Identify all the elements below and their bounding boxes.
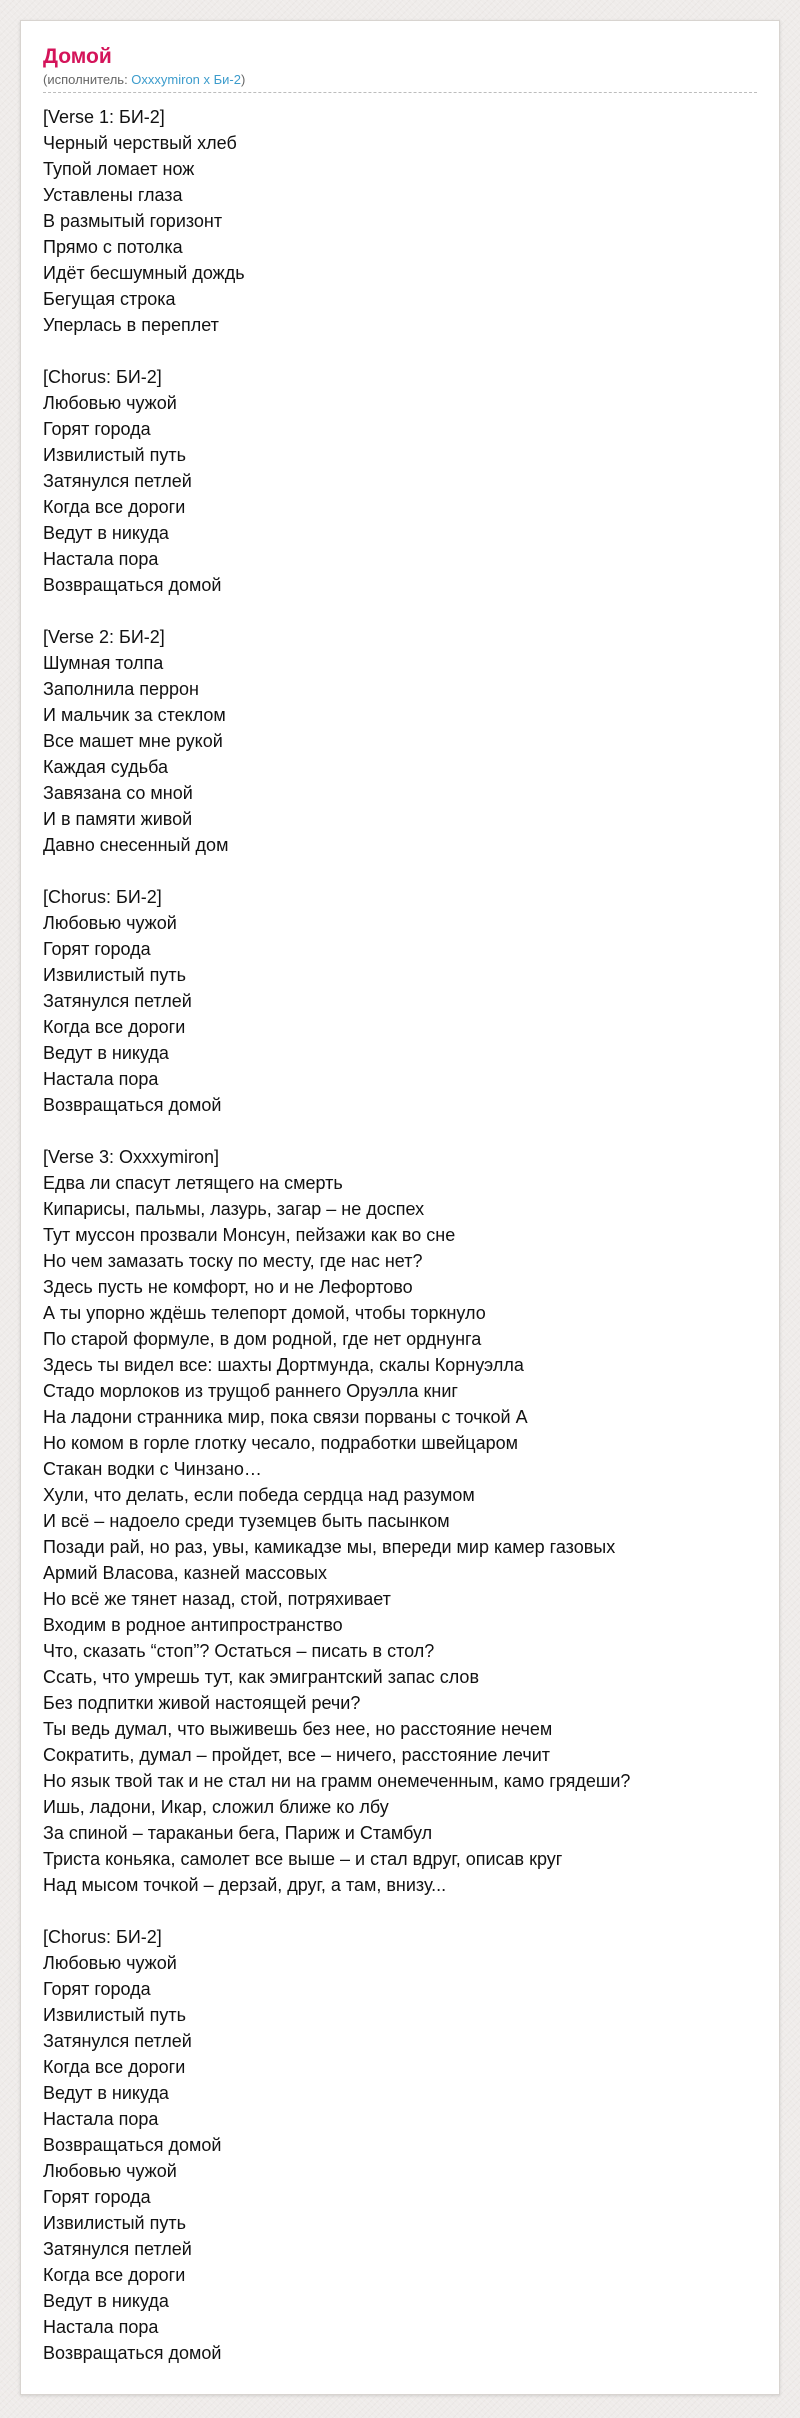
section-header: [Chorus: БИ-2] — [43, 367, 162, 387]
lyric-line: Заполнила перрон — [43, 679, 199, 699]
lyric-line: Когда все дороги — [43, 2265, 186, 2285]
lyric-line: Идёт бесшумный дождь — [43, 263, 245, 283]
lyric-line: В размытый горизонт — [43, 211, 223, 231]
lyric-line: Черный черствый хлеб — [43, 133, 237, 153]
lyric-line: Уперлась в переплет — [43, 315, 219, 335]
lyric-line: Но язык твой так и не стал ни на грамм онемеченным, камо грядеши? — [43, 1771, 631, 1791]
section-header: [Verse 2: БИ-2] — [43, 627, 165, 647]
lyric-line: Горят города — [43, 1979, 151, 1999]
lyric-line: Горят города — [43, 939, 151, 959]
lyric-line: Едва ли спасут летящего на смерть — [43, 1173, 343, 1193]
lyric-line: Затянулся петлей — [43, 2031, 192, 2051]
lyric-line: Когда все дороги — [43, 1017, 186, 1037]
artist-byline — [43, 71, 757, 93]
lyric-line: Шумная толпа — [43, 653, 164, 673]
lyric-line: Когда все дороги — [43, 497, 186, 517]
lyric-line: Извилистый путь — [43, 965, 186, 985]
lyric-line: Затянулся петлей — [43, 991, 192, 1011]
lyric-line: Кипарисы, пальмы, лазурь, загар – не доспех — [43, 1199, 425, 1219]
lyric-line: Входим в родное антипространство — [43, 1615, 343, 1635]
lyric-line: Любовью чужой — [43, 913, 177, 933]
lyric-line: Триста коньяка, самолет все выше – и стал вдруг, описав круг — [43, 1849, 563, 1869]
lyric-line: Затянулся петлей — [43, 471, 192, 491]
lyric-line: Но комом в горле глотку чесало, подработки швейцаром — [43, 1433, 519, 1453]
lyric-line: Затянулся петлей — [43, 2239, 192, 2259]
lyric-line: Армий Власова, казней массовых — [43, 1563, 328, 1583]
lyric-line: И мальчик за стеклом — [43, 705, 226, 725]
lyric-line: Ишь, ладони, Икар, сложил ближе ко лбу — [43, 1797, 389, 1817]
lyric-line: Возвращаться домой — [43, 1095, 222, 1115]
lyric-line: Сократить, думал – пройдет, все – ничего, расстояние лечит — [43, 1745, 550, 1765]
lyric-line: Настала пора — [43, 2317, 159, 2337]
lyric-line: Настала пора — [43, 2109, 159, 2129]
lyric-line: Завязана со мной — [43, 783, 193, 803]
song-title: Домой — [43, 45, 112, 68]
lyric-line: Все машет мне рукой — [43, 731, 223, 751]
lyric-line: Без подпитки живой настоящей речи? — [43, 1693, 361, 1713]
lyric-line: Что, сказать “стоп”? Остаться – писать в стол? — [43, 1641, 435, 1661]
lyric-line: Тут муссон прозвали Монсун, пейзажи как во сне — [43, 1225, 456, 1245]
lyric-line: Горят города — [43, 2187, 151, 2207]
lyric-line: Настала пора — [43, 549, 159, 569]
lyric-line: И всё – надоело среди туземцев быть пасынком — [43, 1511, 450, 1531]
lyric-line: Извилистый путь — [43, 2213, 186, 2233]
lyric-line: Давно снесенный дом — [43, 835, 229, 855]
lyric-line: Уставлены глаза — [43, 185, 183, 205]
lyric-line: Ты ведь думал, что выживешь без нее, но расстояние нечем — [43, 1719, 553, 1739]
lyric-line: Извилистый путь — [43, 445, 186, 465]
lyrics-card — [20, 20, 780, 2395]
lyrics-body — [43, 104, 757, 2366]
lyric-line: Ведут в никуда — [43, 523, 169, 543]
byline-prefix: (исполнитель: — [43, 72, 132, 87]
lyric-line: Ведут в никуда — [43, 1043, 169, 1063]
lyric-line: Любовью чужой — [43, 2161, 177, 2181]
lyric-line: Над мысом точкой – дерзай, друг, а там, внизу... — [43, 1875, 447, 1895]
lyric-line: Стакан водки с Чинзано… — [43, 1459, 262, 1479]
lyric-line: Здесь ты видел все: шахты Дортмунда, скалы Корнуэлла — [43, 1355, 524, 1375]
lyric-line: Возвращаться домой — [43, 2343, 222, 2363]
lyric-line: Возвращаться домой — [43, 2135, 222, 2155]
lyric-line: Прямо с потолка — [43, 237, 183, 257]
artist-link[interactable]: Oxxxymiron x Би-2 — [131, 72, 241, 87]
lyric-line: Горят города — [43, 419, 151, 439]
byline-suffix: ) — [241, 72, 246, 87]
section-header: [Verse 1: БИ-2] — [43, 107, 165, 127]
section-header: [Chorus: БИ-2] — [43, 887, 162, 907]
lyric-line: Но всё же тянет назад, стой, потряхивает — [43, 1589, 391, 1609]
lyric-line: На ладони странника мир, пока связи порваны с точкой А — [43, 1407, 528, 1427]
lyric-line: Ведут в никуда — [43, 2083, 169, 2103]
lyric-line: Любовью чужой — [43, 393, 177, 413]
stanza-break — [43, 338, 757, 364]
stanza-break — [43, 1118, 757, 1144]
section-header: [Chorus: БИ-2] — [43, 1927, 162, 1947]
lyric-line: По старой формуле, в дом родной, где нет орднунга — [43, 1329, 482, 1349]
lyric-line: Позади рай, но раз, увы, камикадзе мы, впереди мир камер газовых — [43, 1537, 616, 1557]
lyric-line: Здесь пусть не комфорт, но и не Лефортово — [43, 1277, 413, 1297]
lyric-line: Хули, что делать, если победа сердца над разумом — [43, 1485, 475, 1505]
lyric-line: Стадо морлоков из трущоб раннего Оруэлла книг — [43, 1381, 458, 1401]
stanza-break — [43, 858, 757, 884]
stanza-break — [43, 598, 757, 624]
lyric-line: Любовью чужой — [43, 1953, 177, 1973]
lyric-line: Бегущая строка — [43, 289, 176, 309]
lyric-line: Но чем замазать тоску по месту, где нас нет? — [43, 1251, 423, 1271]
lyric-line: Каждая судьба — [43, 757, 168, 777]
lyric-line: Возвращаться домой — [43, 575, 222, 595]
stanza-break — [43, 1898, 757, 1924]
lyric-line: Настала пора — [43, 1069, 159, 1089]
lyric-line: Когда все дороги — [43, 2057, 186, 2077]
lyric-line: Тупой ломает нож — [43, 159, 195, 179]
section-header: [Verse 3: Oxxxymiron] — [43, 1147, 220, 1167]
lyric-line: А ты упорно ждёшь телепорт домой, чтобы торкнуло — [43, 1303, 486, 1323]
lyric-line: Извилистый путь — [43, 2005, 186, 2025]
lyric-line: За спиной – тараканьи бега, Париж и Стамбул — [43, 1823, 433, 1843]
lyric-line: И в памяти живой — [43, 809, 193, 829]
lyric-line: Ведут в никуда — [43, 2291, 169, 2311]
lyric-line: Ссать, что умрешь тут, как эмигрантский запас слов — [43, 1667, 480, 1687]
